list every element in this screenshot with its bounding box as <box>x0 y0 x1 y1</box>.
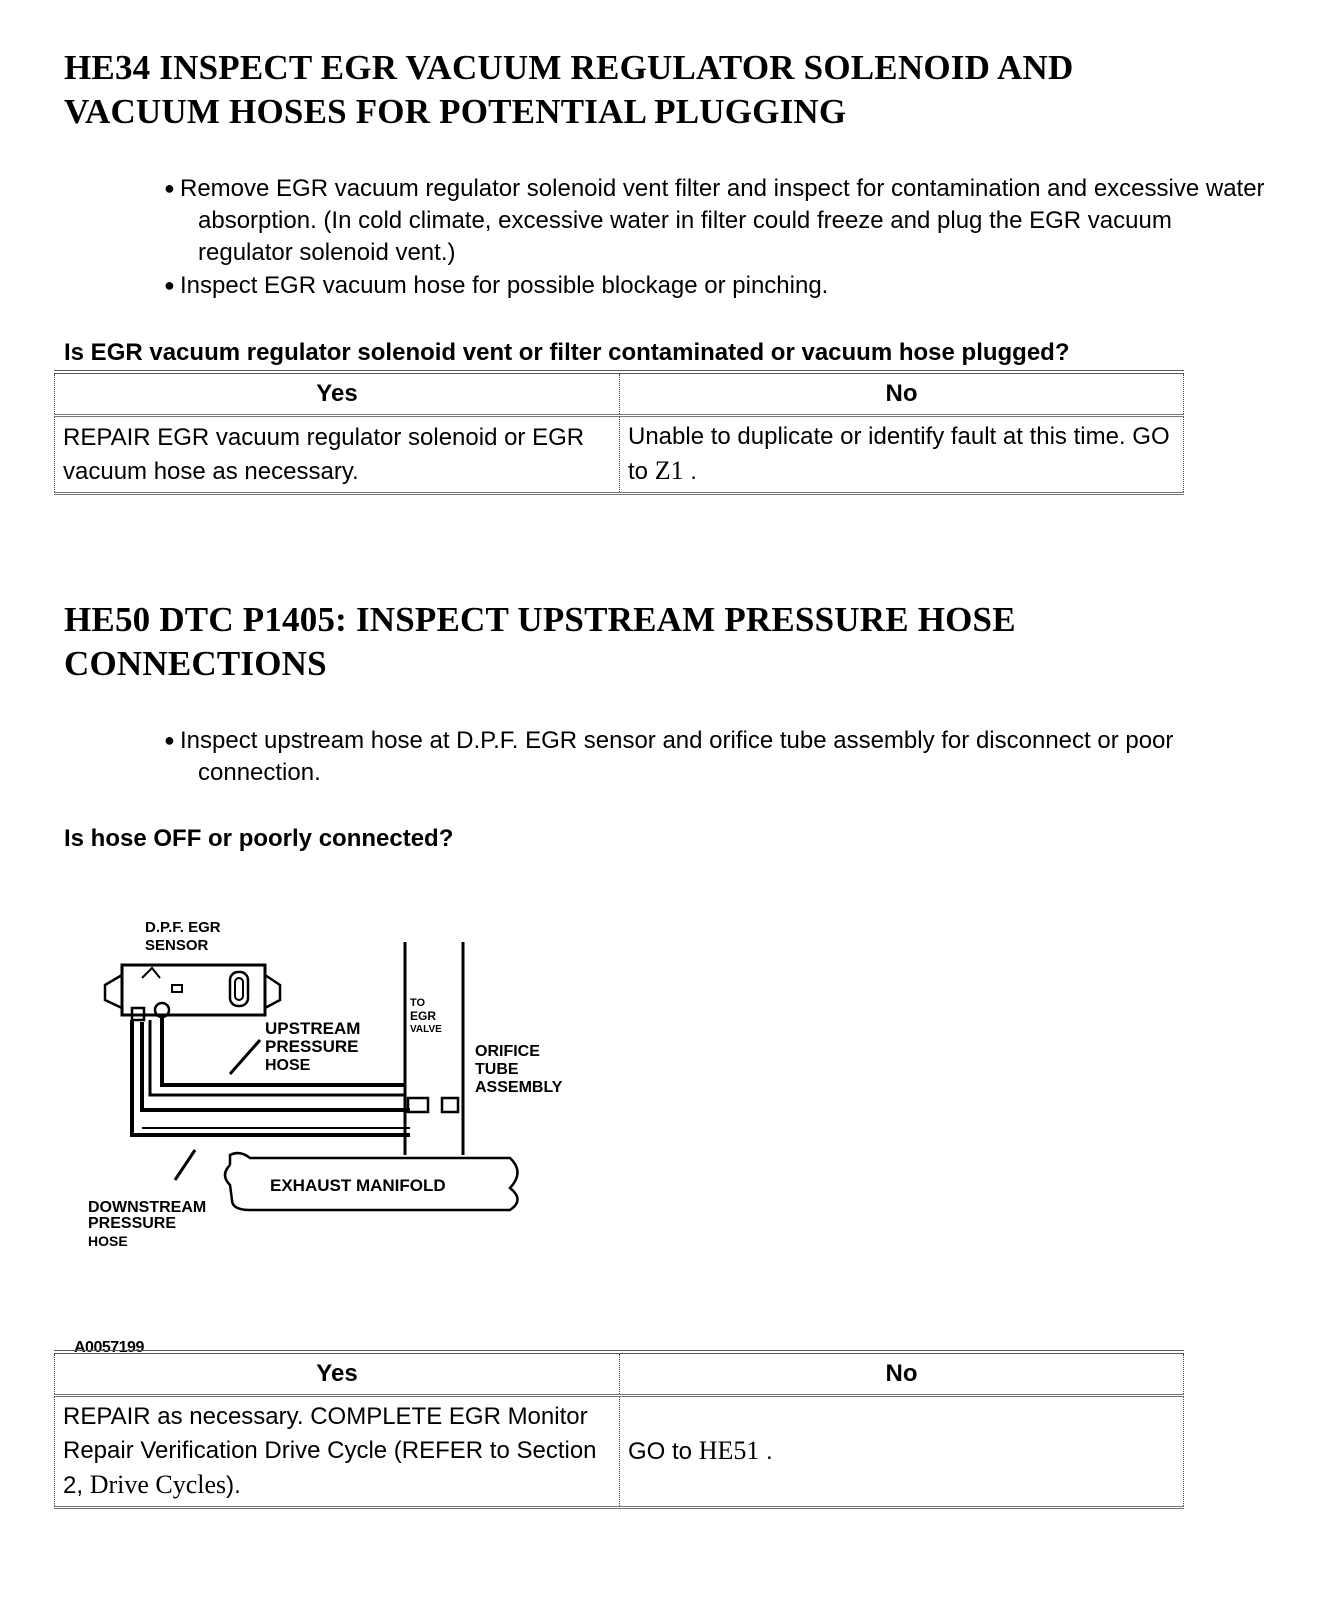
orifice-label-1: ORIFICE <box>475 1043 540 1060</box>
list-item: ● Inspect upstream hose at D.P.F. EGR sensor and orifice tube assembly for disconnect or poor connection. <box>148 724 1268 789</box>
no-header: No <box>620 372 1184 416</box>
orifice-label-3: ASSEMBLY <box>475 1079 563 1096</box>
heading-line-1: HE34 INSPECT EGR VACUUM REGULATOR SOLENOID AND <box>64 48 1074 87</box>
bullet-icon: ● <box>164 178 175 198</box>
yes-header: Yes <box>55 1352 620 1396</box>
orifice-label-2: TUBE <box>475 1061 519 1078</box>
to-egr-label-3: VALVE <box>410 1024 442 1035</box>
yes-header: Yes <box>55 372 620 416</box>
downstream-label-3: HOSE <box>88 1233 128 1249</box>
bullet-icon: ● <box>164 275 175 295</box>
downstream-label-1: DOWNSTREAM <box>88 1199 207 1216</box>
no-cell: GO to HE51 . <box>620 1396 1184 1508</box>
heading-line-2: VACUUM HOSES FOR POTENTIAL PLUGGING <box>64 92 847 131</box>
upstream-label-1: UPSTREAM <box>265 1019 361 1038</box>
sensor-label-2: SENSOR <box>145 937 209 954</box>
table-header-row <box>55 1352 1184 1396</box>
he50-question: Is hose OFF or poorly connected? <box>64 825 454 852</box>
downstream-label-2: PRESSURE <box>88 1215 177 1232</box>
drive-cycles-link[interactable]: Drive Cycles <box>89 1470 227 1499</box>
to-egr-label-2: EGR <box>410 1009 437 1023</box>
bullet-icon: ● <box>164 730 175 750</box>
heading-line-2: CONNECTIONS <box>64 644 327 683</box>
to-egr-label-1: TO <box>410 997 426 1009</box>
list-item: ● Remove EGR vacuum regulator solenoid vent filter and inspect for contamination and excessive water absorption. (In cold climate, excessive water in filter could freeze and plug the EGR vacuum regulator solenoid vent.) <box>148 172 1268 269</box>
he34-result-table <box>54 370 1184 495</box>
no-header: No <box>620 1352 1184 1396</box>
yes-cell: REPAIR EGR vacuum regulator solenoid or EGR vacuum hose as necessary. <box>55 416 620 494</box>
z1-link[interactable]: Z1 <box>654 456 684 485</box>
section-he50-heading <box>64 598 1264 686</box>
section-he34-heading <box>64 46 1264 134</box>
exhaust-label: EXHAUST MANIFOLD <box>270 1176 446 1195</box>
upstream-label-2: PRESSURE <box>265 1037 359 1056</box>
he50-result-table <box>54 1350 1184 1509</box>
no-cell: Unable to duplicate or identify fault at this time. GO to Z1 . <box>620 416 1184 494</box>
table-header-row <box>55 372 1184 416</box>
he50-steps-list <box>148 724 1268 789</box>
sensor-label-1: D.P.F. EGR <box>145 919 221 936</box>
heading-line-1: HE50 DTC P1405: INSPECT UPSTREAM PRESSURE HOSE <box>64 600 1016 639</box>
egr-hose-diagram <box>80 910 620 1320</box>
table-row <box>55 1396 1184 1508</box>
he51-link[interactable]: HE51 <box>698 1436 760 1465</box>
yes-cell: REPAIR as necessary. COMPLETE EGR Monitor Repair Verification Drive Cycle (REFER to Section 2, Drive Cycles). <box>55 1396 620 1508</box>
he34-question: Is EGR vacuum regulator solenoid vent or filter contaminated or vacuum hose plugged? <box>64 339 1070 366</box>
table-row <box>55 416 1184 494</box>
he34-steps-list <box>148 172 1268 302</box>
upstream-label-3: HOSE <box>265 1057 311 1074</box>
figure-code: A0057199 <box>74 1339 144 1356</box>
list-item: ● Inspect EGR vacuum hose for possible blockage or pinching. <box>148 269 1268 302</box>
